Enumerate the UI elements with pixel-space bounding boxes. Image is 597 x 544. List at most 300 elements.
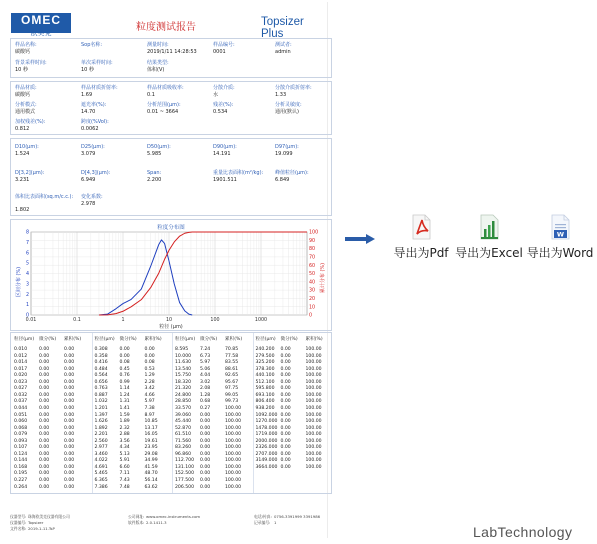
- table-cell: 100.00: [305, 464, 322, 470]
- table-cell: 3.42: [144, 386, 155, 392]
- table-cell: 0.76: [119, 373, 130, 379]
- table-cell: 0.00: [200, 412, 211, 418]
- footer-label: 仪器型号:: [10, 514, 27, 519]
- table-cell: 0.00: [280, 392, 291, 398]
- table-cell: 0.00: [64, 458, 75, 464]
- result-label: 变化系数:: [81, 194, 103, 200]
- table-cell: 1.89: [119, 419, 130, 425]
- table-cell: 0.051: [14, 412, 28, 418]
- table-cell: 7.24: [200, 347, 211, 352]
- result-label: 重量比表面积(m²/kg):: [213, 170, 264, 176]
- table-cell: 0.00: [64, 360, 75, 366]
- sample-info-panel: [10, 38, 332, 78]
- table-cell: 0.00: [39, 412, 50, 418]
- param-value: 0.0062: [81, 126, 99, 132]
- param-value: 通用(默认): [275, 109, 299, 115]
- footer-value: 珠海欧美克仪器有限公司: [28, 514, 70, 519]
- info-label: 测试者:: [275, 42, 292, 48]
- table-cell: 3664.000: [255, 464, 278, 470]
- table-cell: 0.00: [200, 432, 211, 438]
- table-cell: 0.00: [200, 478, 211, 483]
- table-cell: 1270.000: [255, 419, 278, 425]
- result-label: D10(μm):: [15, 144, 39, 150]
- table-column-divider: [172, 333, 173, 493]
- table-cell: 0.00: [39, 425, 50, 431]
- table-cell: 0.00: [64, 405, 75, 411]
- table-header-cell: 累积(%): [144, 337, 162, 342]
- x-axis-label: 粒径 (μm): [159, 324, 183, 330]
- table-cell: 325.200: [255, 360, 275, 366]
- table-header-cell: 粒径(μm): [175, 337, 196, 342]
- param-label: 加权残差(%):: [15, 119, 46, 125]
- table-cell: 5.06: [200, 366, 211, 372]
- table-cell: 1.892: [94, 425, 108, 431]
- table-cell: 0.00: [280, 353, 291, 359]
- table-cell: 938.200: [255, 405, 275, 411]
- table-cell: 378.300: [255, 366, 275, 372]
- table-cell: 0.012: [14, 353, 28, 359]
- table-cell: 1.397: [94, 412, 108, 418]
- table-header-cell: 微分(%): [280, 337, 298, 342]
- table-cell: 0.00: [280, 425, 291, 431]
- result-value: 6.849: [275, 177, 290, 183]
- y-right-tick-label: 30: [309, 288, 316, 294]
- table-cell: 100.00: [305, 432, 322, 438]
- result-value: 3.079: [81, 151, 96, 157]
- table-cell: 7.386: [94, 484, 108, 490]
- table-cell: 0.144: [14, 458, 28, 464]
- info-value: 2019/1/11 14:28:53: [147, 49, 197, 55]
- table-cell: 240.200: [255, 347, 275, 352]
- table-cell: 0.00: [39, 379, 50, 385]
- table-cell: 0.416: [94, 360, 108, 366]
- table-cell: 10.85: [144, 419, 158, 425]
- table-cell: 8.97: [144, 412, 155, 418]
- table-cell: 33.570: [175, 405, 192, 411]
- table-cell: 0.53: [144, 366, 155, 372]
- table-cell: 0.00: [280, 451, 291, 457]
- table-cell: 5.97: [144, 399, 155, 405]
- table-cell: 2.201: [94, 432, 108, 438]
- table-cell: 52.870: [175, 425, 192, 431]
- y-right-tick-label: 50: [309, 272, 316, 278]
- table-cell: 3.02: [200, 379, 211, 385]
- table-cell: 100.00: [305, 399, 322, 405]
- measurement-params-panel: [10, 81, 332, 135]
- y-right-tick-label: 100: [309, 230, 319, 236]
- table-cell: 100.00: [305, 366, 322, 372]
- table-cell: 0.00: [280, 386, 291, 392]
- table-cell: 0.00: [280, 379, 291, 385]
- table-cell: 0.017: [14, 366, 28, 372]
- table-cell: 6.60: [119, 464, 130, 470]
- result-value: 2.978: [81, 201, 96, 207]
- table-cell: 0.195: [14, 471, 28, 477]
- table-cell: 0.763: [94, 386, 108, 392]
- y-left-tick-label: 3: [25, 282, 29, 288]
- result-label: 峰值粒径(μm):: [275, 170, 309, 176]
- table-cell: 0.484: [94, 366, 108, 372]
- table-cell: 0.020: [14, 373, 28, 379]
- table-cell: 2326.000: [255, 445, 278, 451]
- param-value: 碳酸钙: [15, 92, 31, 98]
- y-left-tick-label: 8: [25, 230, 29, 236]
- omec-logo-subtitle: 欧美克: [30, 29, 52, 37]
- table-cell: 0.00: [200, 419, 211, 425]
- y-right-tick-label: 70: [309, 255, 316, 261]
- table-cell: 0.00: [280, 445, 291, 451]
- table-cell: 23.95: [144, 445, 158, 451]
- table-cell: 100.00: [305, 451, 322, 457]
- table-cell: 0.00: [64, 464, 75, 470]
- footer-value: 1: [274, 520, 277, 525]
- table-cell: 0.00: [39, 484, 50, 490]
- export-pdf-button[interactable]: [387, 214, 455, 264]
- table-cell: 0.00: [39, 451, 50, 457]
- export-excel-button[interactable]: [455, 214, 523, 264]
- table-cell: 131.100: [175, 464, 194, 470]
- table-cell: 1719.000: [255, 432, 278, 438]
- table-cell: 2000.000: [255, 438, 278, 444]
- table-cell: 0.00: [64, 445, 75, 451]
- result-value: 2.200: [147, 177, 162, 183]
- table-cell: 0.45: [119, 366, 130, 372]
- table-cell: 100.00: [305, 386, 322, 392]
- table-cell: 0.093: [14, 438, 28, 444]
- table-cell: 0.00: [64, 366, 75, 372]
- table-cell: 0.264: [14, 484, 28, 490]
- table-cell: 100.00: [225, 478, 242, 483]
- result-value: 6.949: [81, 177, 96, 183]
- result-value: 19.099: [275, 151, 293, 157]
- omec-logo: OMEC: [11, 13, 71, 33]
- param-label: 分析灵敏度:: [275, 102, 302, 108]
- table-cell: 0.00: [39, 478, 50, 483]
- info-label: 测量时间:: [147, 42, 169, 48]
- brand-name: Topsizer Plus: [261, 16, 304, 40]
- table-cell: 8.595: [175, 347, 189, 352]
- table-cell: 0.00: [39, 458, 50, 464]
- table-cell: 99.73: [225, 399, 239, 405]
- table-cell: 3.56: [119, 438, 130, 444]
- info-label: 背景采样时间:: [15, 60, 47, 66]
- table-cell: 100.00: [305, 379, 322, 385]
- table-cell: 100.00: [305, 360, 322, 366]
- table-cell: 0.308: [94, 347, 108, 352]
- table-cell: 0.00: [39, 386, 50, 392]
- table-cell: 63.62: [144, 484, 158, 490]
- result-label: D50(μm):: [147, 144, 171, 150]
- table-cell: 112.700: [175, 458, 194, 464]
- table-cell: 100.00: [305, 353, 322, 359]
- param-value: 水: [213, 92, 219, 98]
- result-value: 1.524: [15, 151, 30, 157]
- param-label: 残差(%):: [213, 102, 234, 108]
- table-cell: 18.320: [175, 379, 192, 385]
- footer-value: 2019-1-11.TsP: [28, 526, 55, 531]
- table-cell: 6.365: [94, 478, 108, 483]
- table-header-cell: 累积(%): [225, 337, 243, 342]
- table-cell: 61.510: [175, 432, 192, 438]
- table-cell: 77.58: [225, 353, 239, 359]
- table-cell: 70.85: [225, 347, 239, 352]
- table-cell: 45.440: [175, 419, 192, 425]
- info-value: 10 秒: [15, 67, 28, 73]
- info-value: admin: [275, 49, 291, 55]
- table-cell: 595.800: [255, 386, 275, 392]
- table-cell: 29.08: [144, 451, 158, 457]
- table-cell: 5.465: [94, 471, 108, 477]
- y-axis-right-label: 累计分布 (%): [320, 262, 326, 294]
- table-cell: 693.100: [255, 392, 275, 398]
- table-cell: 0.00: [200, 458, 211, 464]
- table-cell: 34.99: [144, 458, 158, 464]
- info-value: 0001: [213, 49, 226, 55]
- table-cell: 7.38: [144, 405, 155, 411]
- y-left-tick-label: 5: [25, 261, 29, 267]
- table-cell: 1.29: [144, 373, 155, 379]
- param-label: 分析模式:: [15, 102, 37, 108]
- footer-value: Topsizer: [28, 520, 44, 525]
- result-label: D25(μm):: [81, 144, 105, 150]
- table-cell: 0.00: [64, 425, 75, 431]
- table-cell: 0.00: [200, 425, 211, 431]
- result-value: 3.231: [15, 177, 30, 183]
- table-cell: 83.55: [225, 360, 239, 366]
- info-label: Sop名称:: [81, 42, 103, 48]
- result-value: 1.802: [15, 207, 30, 213]
- export-word-button[interactable]: [526, 214, 594, 264]
- table-cell: 0.00: [64, 399, 75, 405]
- table-cell: 3.460: [94, 451, 108, 457]
- table-cell: 13.540: [175, 366, 192, 372]
- table-cell: 0.00: [119, 353, 130, 359]
- table-cell: 1.032: [94, 399, 108, 405]
- table-cell: 0.00: [39, 360, 50, 366]
- table-cell: 2.32: [119, 425, 130, 431]
- table-cell: 100.00: [305, 438, 322, 444]
- footer-label: 公司网址:: [128, 514, 145, 519]
- table-cell: 0.00: [280, 412, 291, 418]
- result-value: 1901.511: [213, 177, 237, 183]
- y-left-tick-label: 7: [25, 240, 29, 246]
- word-icon: [548, 214, 572, 240]
- table-cell: 2.08: [200, 386, 211, 392]
- param-value: 0.1: [147, 92, 155, 98]
- table-cell: 0.00: [39, 353, 50, 359]
- table-cell: 0.00: [119, 347, 130, 352]
- y-right-tick-label: 10: [309, 305, 316, 311]
- table-cell: 0.00: [64, 419, 75, 425]
- table-cell: 0.00: [200, 438, 211, 444]
- table-cell: 7.11: [119, 471, 130, 477]
- table-cell: 100.00: [225, 445, 242, 451]
- table-cell: 1.626: [94, 419, 108, 425]
- param-value: 0.812: [15, 126, 30, 132]
- table-cell: 0.00: [280, 360, 291, 366]
- watermark-text: LabTechnology: [473, 524, 573, 540]
- info-value: 10 秒: [81, 67, 94, 73]
- table-cell: 7.43: [119, 478, 130, 483]
- table-cell: 100.00: [225, 432, 242, 438]
- result-label: D[3,2](μm):: [15, 170, 45, 176]
- table-cell: 0.00: [144, 347, 155, 352]
- table-cell: 0.00: [64, 484, 75, 490]
- table-cell: 100.00: [305, 373, 322, 379]
- table-cell: 1092.000: [255, 412, 278, 418]
- table-cell: 24.800: [175, 392, 192, 398]
- y-axis-left-label: 区间分布 (%): [16, 266, 22, 298]
- y-left-tick-label: 6: [25, 251, 29, 257]
- table-header-cell: 累积(%): [305, 337, 323, 342]
- table-cell: 0.00: [39, 464, 50, 470]
- y-right-tick-label: 90: [309, 238, 316, 244]
- table-cell: 0.00: [64, 412, 75, 418]
- table-cell: 0.00: [200, 451, 211, 457]
- right-arrow-icon: [345, 234, 375, 244]
- table-cell: 0.060: [14, 419, 28, 425]
- table-cell: 0.00: [200, 445, 211, 451]
- table-cell: 0.00: [39, 432, 50, 438]
- table-cell: 39.060: [175, 412, 192, 418]
- table-cell: 0.68: [200, 399, 211, 405]
- table-cell: 0.079: [14, 432, 28, 438]
- table-cell: 15.750: [175, 373, 192, 379]
- result-value: 5.985: [147, 151, 162, 157]
- x-tick-label: 10: [165, 318, 173, 323]
- table-cell: 0.014: [14, 360, 28, 366]
- table-cell: 4.34: [119, 445, 130, 451]
- table-cell: 10.000: [175, 353, 192, 359]
- info-label: 样品编号:: [213, 42, 235, 48]
- table-cell: 100.00: [225, 484, 242, 490]
- table-header-cell: 微分(%): [200, 337, 218, 342]
- table-cell: 100.00: [225, 471, 242, 477]
- table-cell: 100.00: [305, 405, 322, 411]
- table-cell: 0.00: [39, 392, 50, 398]
- y-left-tick-label: 2: [25, 292, 29, 298]
- table-cell: 4.691: [94, 464, 108, 470]
- table-cell: 152.500: [175, 471, 194, 477]
- table-cell: 83.260: [175, 445, 192, 451]
- table-cell: 100.00: [225, 458, 242, 464]
- table-cell: 0.27: [200, 405, 211, 411]
- report-title: 粒度测试报告: [136, 22, 196, 33]
- x-tick-label: 0.01: [25, 318, 37, 323]
- info-value: 碳酸钙: [15, 49, 31, 55]
- param-label: 遮光率(%):: [81, 102, 107, 108]
- report-page: [2, 2, 328, 538]
- table-cell: 96.860: [175, 451, 192, 457]
- info-label: 结果类型:: [147, 60, 169, 66]
- param-label: 样品材质:: [15, 85, 37, 91]
- table-cell: 1.41: [119, 405, 130, 411]
- table-cell: 0.00: [64, 347, 75, 352]
- table-cell: 1.31: [119, 399, 130, 405]
- table-header-cell: 微分(%): [119, 337, 137, 342]
- table-cell: 1.14: [119, 386, 130, 392]
- table-cell: 0.037: [14, 399, 28, 405]
- table-cell: 0.00: [39, 471, 50, 477]
- table-cell: 0.00: [39, 438, 50, 444]
- footer-label: 文件名称:: [10, 526, 27, 531]
- table-cell: 4.04: [200, 373, 211, 379]
- table-cell: 0.00: [280, 432, 291, 438]
- export-excel-label: 导出为Excel: [455, 246, 523, 260]
- table-cell: 0.023: [14, 379, 28, 385]
- table-cell: 100.00: [225, 412, 242, 418]
- y-right-tick-label: 40: [309, 280, 316, 286]
- table-cell: 0.00: [64, 379, 75, 385]
- table-cell: 100.00: [225, 405, 242, 411]
- table-cell: 512.100: [255, 379, 275, 385]
- pdf-icon: [409, 214, 433, 240]
- table-cell: 1.24: [119, 392, 130, 398]
- table-cell: 279.500: [255, 353, 275, 359]
- table-cell: 21.320: [175, 386, 192, 392]
- footer-label: 电话/传真:: [254, 514, 272, 519]
- result-label: D97(μm):: [275, 144, 299, 150]
- param-value: 0.534: [213, 109, 228, 115]
- table-header-cell: 微分(%): [39, 337, 57, 342]
- table-cell: 0.107: [14, 445, 28, 451]
- svg-text:W: W: [556, 230, 565, 239]
- param-value: 14.70: [81, 109, 96, 115]
- excel-icon: [477, 214, 501, 240]
- table-cell: 5.97: [200, 360, 211, 366]
- result-label: D90(μm):: [213, 144, 237, 150]
- table-cell: 206.500: [175, 484, 194, 490]
- table-cell: 100.00: [305, 445, 322, 451]
- table-cell: 0.00: [39, 399, 50, 405]
- table-cell: 0.00: [39, 373, 50, 379]
- table-cell: 0.99: [119, 379, 130, 385]
- table-cell: 2.28: [144, 379, 155, 385]
- table-cell: 0.00: [39, 366, 50, 372]
- footer-label: 软件版本:: [128, 520, 145, 525]
- table-cell: 0.00: [280, 464, 291, 470]
- table-cell: 0.00: [64, 432, 75, 438]
- table-cell: 7.48: [119, 484, 130, 490]
- table-cell: 1478.000: [255, 425, 278, 431]
- table-cell: 0.227: [14, 478, 28, 483]
- y-left-tick-label: 0: [25, 313, 29, 319]
- table-cell: 48.70: [144, 471, 158, 477]
- table-header-cell: 粒径(μm): [94, 337, 115, 342]
- y-right-tick-label: 80: [309, 247, 316, 253]
- table-cell: 99.05: [225, 392, 239, 398]
- table-cell: 11.630: [175, 360, 192, 366]
- table-cell: 0.00: [280, 373, 291, 379]
- table-cell: 6.73: [200, 353, 211, 359]
- table-cell: 0.00: [39, 419, 50, 425]
- chart-title: 粒度分布图: [157, 225, 185, 231]
- table-cell: 0.00: [280, 438, 291, 444]
- table-cell: 1.28: [200, 392, 211, 398]
- table-cell: 806.400: [255, 399, 275, 405]
- table-cell: 0.00: [64, 353, 75, 359]
- report-footer: [10, 512, 332, 532]
- info-value: 体积(V): [147, 67, 165, 73]
- param-value: 通用模式: [15, 109, 36, 115]
- result-value: 14.191: [213, 151, 231, 157]
- table-cell: 56.14: [144, 478, 158, 483]
- table-cell: 95.67: [225, 379, 239, 385]
- table-cell: 0.08: [119, 360, 130, 366]
- table-cell: 0.00: [39, 405, 50, 411]
- table-cell: 0.010: [14, 347, 28, 352]
- table-cell: 0.358: [94, 353, 108, 359]
